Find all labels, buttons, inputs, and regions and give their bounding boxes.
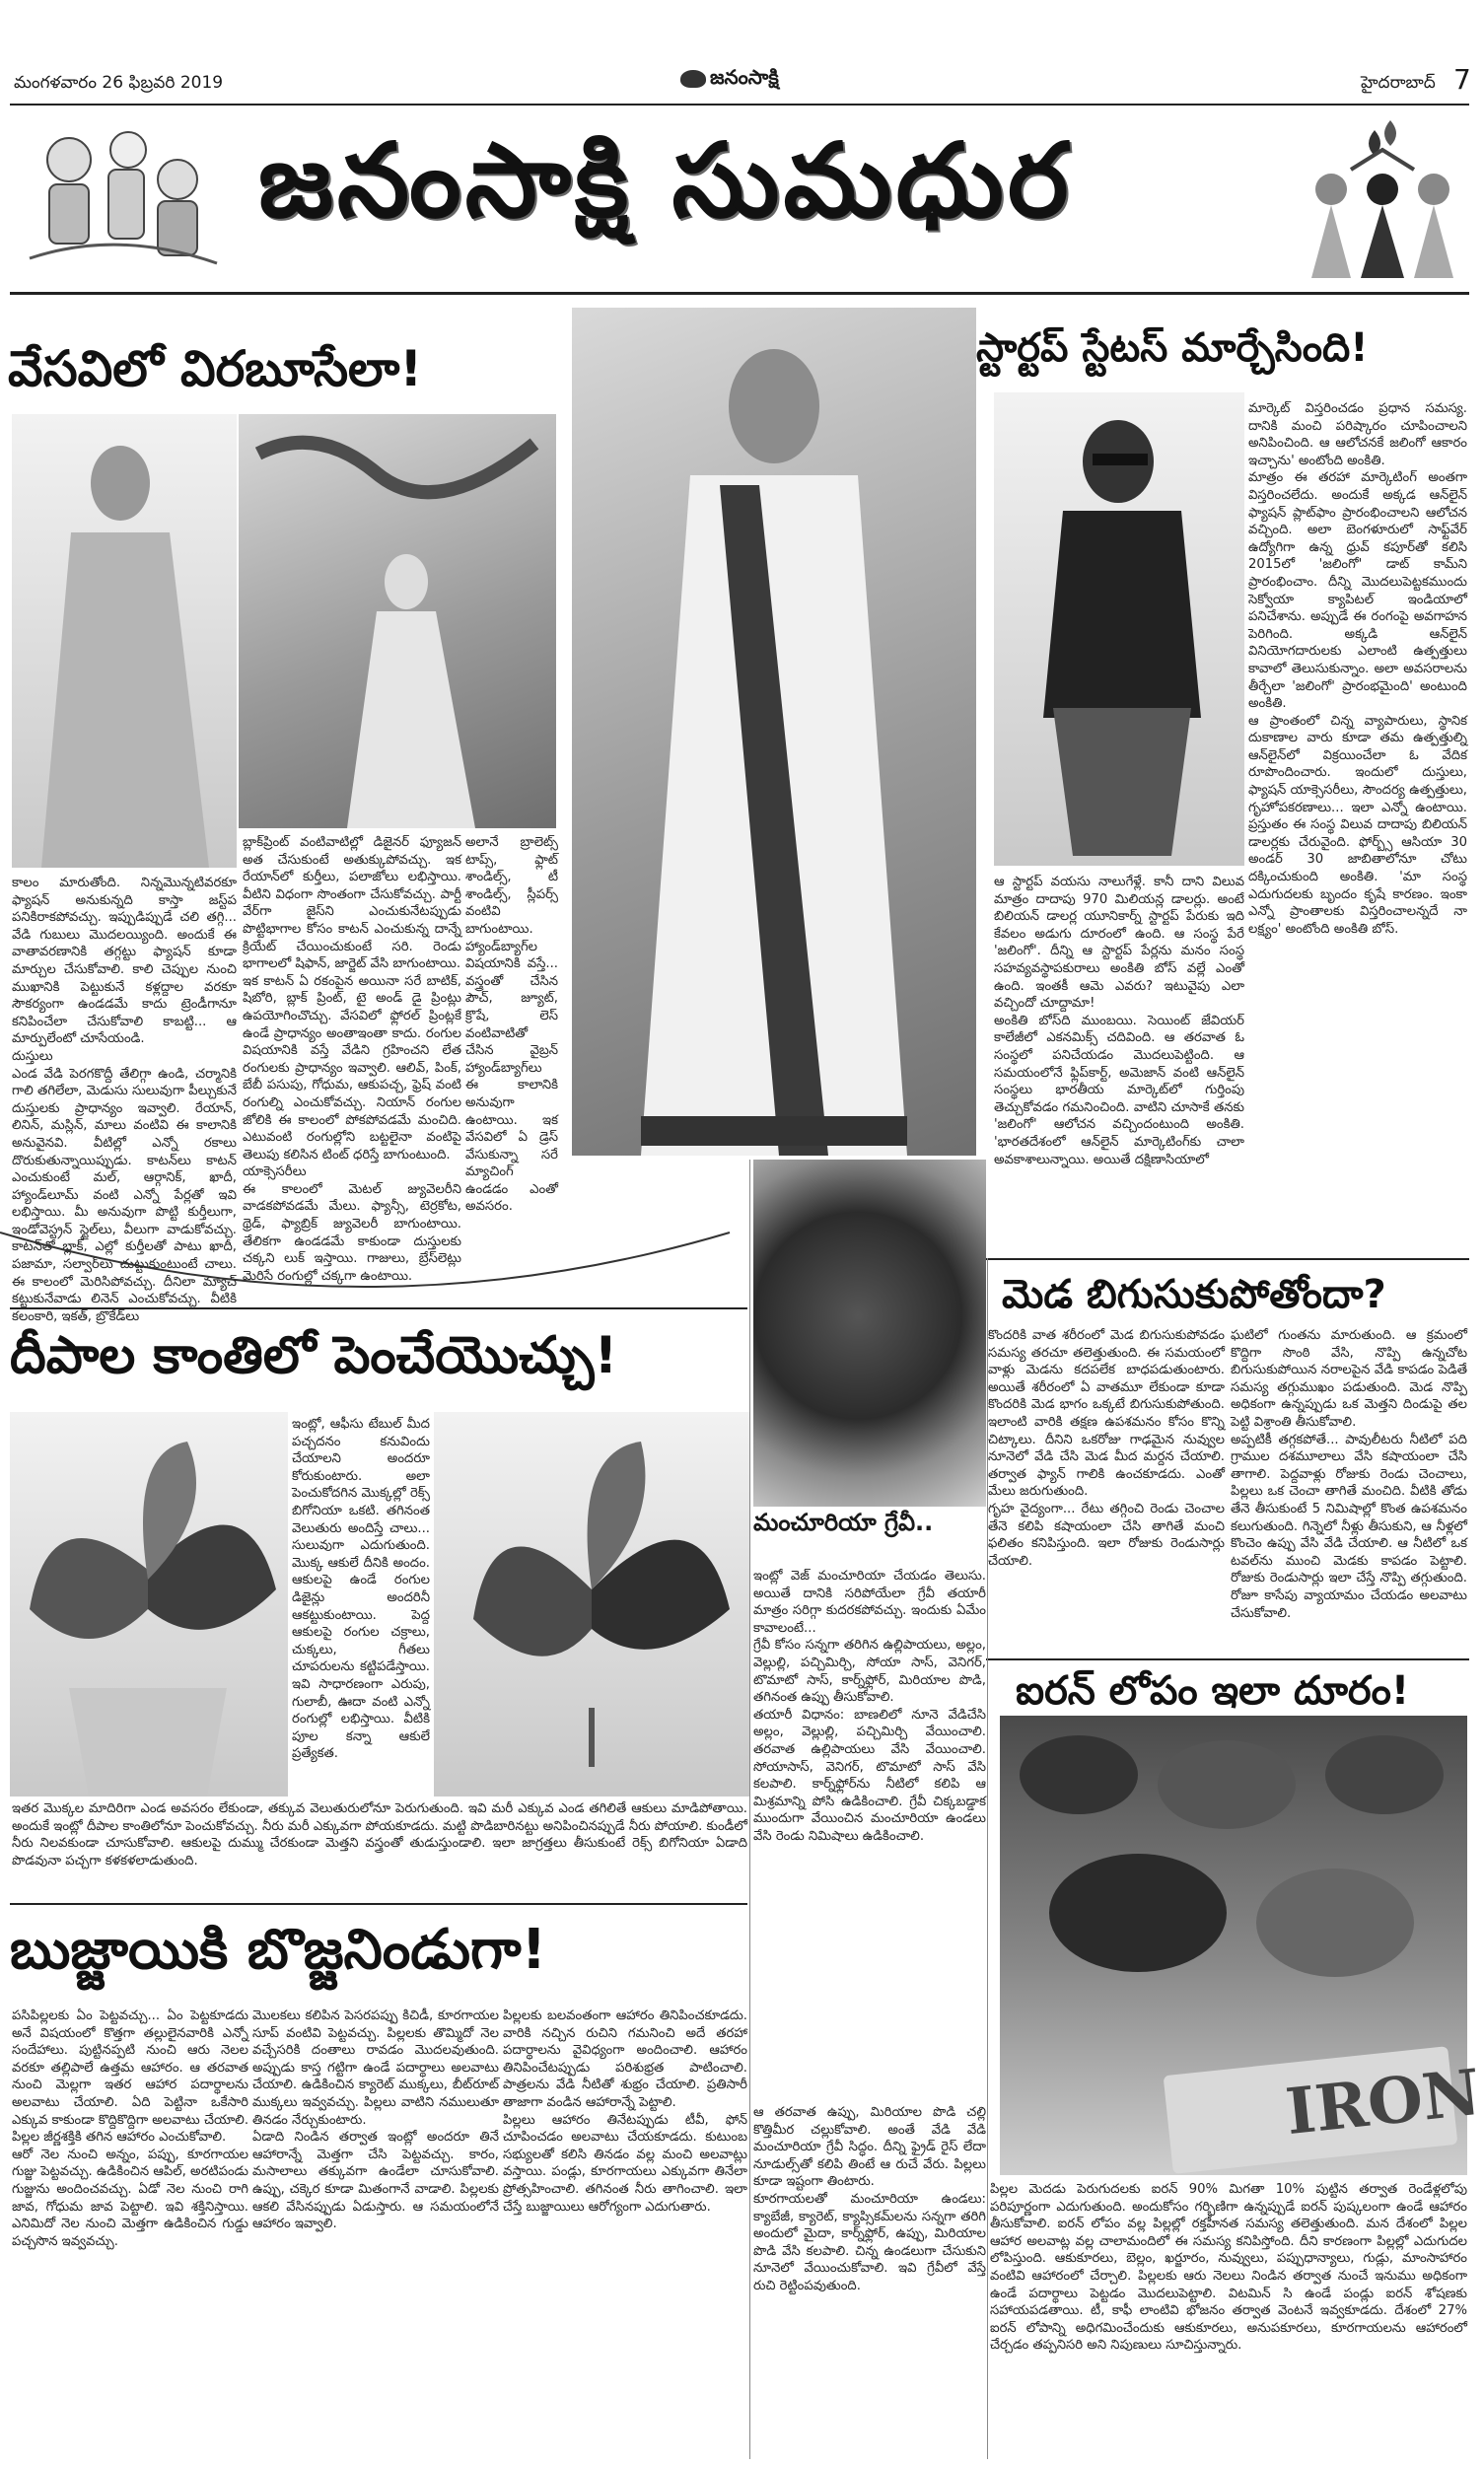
masthead-kids-illustration — [10, 110, 229, 278]
manchurian-photo — [753, 1160, 986, 1507]
baby-headline: బుజ్జాయికి బొజ్జనిండుగా! — [10, 1918, 547, 1982]
neck-col-1: కొందరికి వాత శరీరంలో మెడ బిగుసుకుపోవడం సమస్య తరచూ తలెత్తుతుంది. ఈ సమయంలో వాళ్లు మెడను కదపలేక బాధపడుతుంటారు. అయితే శరీరంలో ఏ వాతమూ లేకుండా కూడా కొందరికి మెడ భాగం ఒక్కటే బిగుసుకుపోతుంది. ఇలాంటి వారికి తక్షణ ఉపశమనం కోసం కొన్ని చిట్కాలు. దీనిని ఒకరోజు గాఢమైన నువ్వుల నూనెలో వేడి చేసి మెడ మీద మర్దన చేయాలి. తర్వాత ఫ్యాన్ గాలికి ఉంచకూడదు. ఎంతో మేలు జరుగుతుంది. గృహ వైద్యంగా... రేటు తగ్గించి రెండు చెంచాల తేనె కలిపి కషాయంలా చేసి తాగితే మంచి ఫలితం కనిపిస్తుంది. ఇలా రోజుకు రెండుసార్లు చేయాలి. — [988, 1328, 1225, 1569]
iron-image-label: IRON — [1282, 2055, 1484, 2150]
startup-headline: స్టార్టప్ స్టేటస్ మార్చేసింది! — [976, 325, 1369, 371]
iron-top-rule — [986, 1658, 1469, 1660]
startup-founder-photo — [994, 392, 1244, 866]
neck-col-2: ఘటిలో గుంతను మారుతుంది. ఆ క్రమంలో కొద్దిగా సొంఠి వేసి, నొప్పి ఉన్నచోట బిగుసుకుపోయిన నరాలపైన వేడి కాపడం పెడితే సమస్య తగ్గుముఖం పడుతుంది. మెడ నొప్పి అధికంగా ఉన్నప్పుడు ఒక మెత్తని దిండుపై తల పెట్టి విశ్రాంతి తీసుకోవాలి. అప్పటికీ తగ్గకపోతే... పావులీటరు నీటిలో పది గ్రాముల దశమూలాలు వేసి కషాయంలా చేసి తాగాలి. పెద్దవాళ్లు రోజుకు రెండు చెంచాలు, పిల్లలు ఒక చెంచా తాగితే మంచిది. వీటికి తోడు తేనె తీసుకుంటే 5 నిమిషాల్లో కొంత ఉపశమనం కలుగుతుంది. గిన్నెలో నీళ్లు తీసుకుని, ఆ నీళ్లలో కొంచెం ఉప్పు వేసి వేడి చేయాలి. ఆ నీటిలో ఒక టవల్‌ను ముంచి మెడకు కాపడం పెట్టాలి. రోజుకు రెండుసార్లు ఇలా చేస్తే నొప్పి తగ్గుతుంది. రోజూ కాసేపు వ్యాయామం చేయడం అలవాటు చేసుకోవాలి. — [1231, 1328, 1467, 1621]
iron-headline: ఐరన్ లోపం ఇలా దూరం! — [1016, 1668, 1410, 1714]
summer-col-1: కాలం మారుతోంది. నిన్నమొన్నటివరకూ ఫ్యాషన్ అనుకున్నది కాస్తా జస్ట్‌ప పనికిరాకపోవచ్చు. ఇప్పుడిప్పుడే చలి తగ్గి... వేడి గుబులు మొదలయ్యింది. అందుకే ఈ వాతావరణానికి తగ్గట్టు ఫ్యాషన్‌ కూడా మార్చుల చేసుకోవాలి. కాలి చెప్పుల నుంచి ముఖానికి పెట్టుకునే కళ్లద్దాల వరకూ సౌకర్యంగా ఉండడమే కాదు ట్రెండీగానూ కనిపించేలా చేసుకోవాలి కాబట్టి... ఆ మార్పులేంటో చూసేయండి. దుస్తులు ఎండ వేడి పెరగకొద్దీ తేలిగ్గా ఉండి, చర్మానికి గాలి తగిలేలా, మెడుసు సులువుగా పీల్చుకునే దుస్తులకు ప్రాధాన్యం ఇవ్వాలి. రేయాన్, లినిన్, మస్లిన్, మాలు వంటివి ఈ కాలానికి అనువైనవి. వీటిల్లో ఎన్నో రకాలు దొరుకుతున్నాయిప్పుడు. కాటన్‌లు కాటన్ ఎంచుకుంటే మల్, ఆర్గానిక్, ఖాదీ, హ్యాండ్‌లూమ్ వంటి ఎన్నో పేర్లతో ఇవి లభిస్తాయి. మీ అనువుగా పొట్టి కుర్తీలుగా, ఇండోవెస్ట్రన్ స్టైల్‌లు, వీలుగా వాడుకోవచ్చు. కాటన్‌తో బ్లాక్, ఎల్లో కుర్తీలతో పాటు ఖాదీ, పజామా, సల్వార్‌లు చుట్టుకుంటుంటే చాలు. ఈ కాలంలో మెరిసిపోవచ్చు. దీనిలా మ్యాచ్ కట్టుకునేవాడు లినెన్ ఎంచుకోవచ్చు. వీటికి కలంకారి, ఇకత్, బ్రొకేడ్‌లు — [12, 876, 237, 1324]
baby-top-rule — [10, 1903, 747, 1905]
iron-foods-photo — [1000, 1716, 1484, 2175]
lamp-headline: దీపాల కాంతిలో పెంచేయొచ్చు! — [10, 1326, 618, 1385]
manchurian-col-3 — [753, 2286, 986, 2459]
baby-col-2: మొలకలు కలిపిన పెసరపప్పు కిచిడీ, కూరగాయల సూప్ వంటివి పెట్టవచ్చు. పిల్లలకు తొమ్మిదో నెల వచ్చేసరికి దంతాలు రావడం మొదలవుతుంది. అప్పుడు కాస్త గట్టిగా ఉండే పదార్థాలు అలవాటు చేయాలి. ఉడికించిన క్యారెట్ ముక్కలు, బీట్‌రూట్ ముక్కలు ఇవ్వవచ్చు. పిల్లలు వాటిని నములుతూ తినడం నేర్చుకుంటారు. ఏడాది నిండిన తర్వాత ఇంట్లో అందరూ తినే ఆహారాన్నే మెత్తగా చేసి పెట్టవచ్చు. కారం, మసాలాలు తక్కువగా ఉండేలా చూసుకోవాలి. ఉప్పు, చక్కెర కూడా మితంగానే వాడాలి. పిల్లలకు ఆకలి వేసినప్పుడు ఏడుస్తారు. ఆ సమయంలోనే ఆహారం ఇవ్వాలి. — [252, 2008, 499, 2232]
summer-col-2: బ్లాక్‌ప్రింట్ వంటివాటిల్లో డిజైనర్ ఫ్యూజన్ అత చేసుకుంటే అతుక్కుపోవచ్చు. ఇక రేయాన్‌లో కుర్తీలు, పలాజోలు లభిస్తాయి. వీటిని విధంగా సొంతంగా చేసుకోవచ్చు. పార్టీ వేర్‌గా జైస్‌ని ఎంచుకునేటప్పుడు పొట్టిభాగాల కోసం కాటన్ ఎంచుకున్న దాన్నే క్రియేట్ చేయించుకుంటే సరి. రెండు భాగాలలో షిఫాన్, జార్జెట్ వేసి బాగుంటాయి. ఇక కాటన్ ఏ రకంపైన అయినా సరే బాటిక్, షిబోరి, బ్లాక్ ప్రింట్, టై అండ్ డై ప్రింట్లు ఉపయోగించొచ్చు. వేసవిలో ఫ్లోరల్ ప్రింట్లకే ఉండే ప్రాధాన్యం అంతాఇంతా కాదు. రంగుల విషయానికి వస్తే వేడిని గ్రహించని లేత రంగులకు ప్రాధాన్యం ఇవ్వాలి. ఆలివ్, పింక్, బేబీ పసుపు, గోధుమ, ఆకుపచ్చ, ఫ్రెష్ వంటి రంగుల్ని ఎంచుకోవచ్చు. నియాన్ రంగుల జోలికి ఈ కాలంలో పోకపోవడమే మంచిది. ఎటువంటి రంగుల్లోని బట్టలైనా వంటిపై తెలుపు కలిసిన టింట్ ధరిస్తే బాగుంటుంది. యాక్సెసరీలు ఈ కాలంలో మెటల్ జ్యువెలరీని వాడకపోవడమే మేలు. ఫ్యాన్సీ, టెర్రకోట, థ్రెడ్, ఫ్యాబ్రిక్ జ్యువెలరీ బాగుంటాయి. తేలికగా ఉండడమే కాకుండా దుస్తులకు చక్కని లుక్ ఇస్తాయి. గాజులు, బ్రేస్‌లెట్లు మెరిసే రంగుల్లో చక్కగా ఉంటాయి. — [243, 835, 461, 1284]
summer-curve-border — [0, 1223, 730, 1331]
page-number: 7 — [1453, 63, 1471, 96]
manchurian-caption: మంచూరియా గ్రేవీ.. — [753, 1509, 934, 1536]
summer-headline: వేసవిలో విరబూసేలా! — [8, 340, 423, 397]
lamp-top-rule — [10, 1307, 747, 1309]
begonia-photo-2 — [434, 1412, 749, 1797]
city-label: హైదరాబాద్ — [1361, 73, 1436, 93]
startup-col-2: మార్కెట్ విస్తరించడం ప్రధాన సమస్య. దానికి మంచి పరిష్కారం చూపించాలని అనిపించింది. ఆ ఆలోచనకే జలింగో ఆకారం ఇచ్చాను' అంటోంది అంకితి. మాత్రం ఈ తరహా మార్కెటింగ్ అంతగా విస్తరించలేదు. అందుకే అక్కడ ఆన్‌లైన్ ఫ్యాషన్ ప్లాట్‌ఫాం ప్రారంభించాలని ఆలోచన వచ్చింది. అలా బెంగళూరులో సాఫ్ట్‌వేర్ ఉద్యోగిగా ఉన్న ధ్రువ్ కపూర్‌తో కలిసి 2015లో 'జలింగో' డాట్ కామ్‌ని ప్రారంభించాం. దీన్ని మొదలుపెట్టకముందు సెక్వోయా క్యాపిటల్ ఇండియాలో పనిచేశాను. అప్పుడే ఈ రంగంపై అవగాహన పెరిగింది. అక్కడి ఆన్‌లైన్ వినియోగదారులకు ఎలాంటి ఉత్పత్తులు కావాలో తెలుసుకున్నాం. అలా అవసరాలను తీర్చేలా 'జలింగో' ప్రారంభమైంది' అంటుంది అంకితి. ఆ ప్రాంతంలో చిన్న వ్యాపారులు, స్థానిక దుకాణాల వారు కూడా తమ ఉత్పత్తుల్ని ఆన్‌లైన్‌లో విక్రయించేలా ఓ వేదిక రూపొందించారు. ఇందులో దుస్తులు, ఫ్యాషన్ యాక్సెసరీలు, సౌందర్య ఉత్పత్తులు, గృహోపకరణాలు... ఇలా ఎన్నో ఉంటాయి. ప్రస్తుతం ఈ సంస్థ విలువ దాదాపు బిలియన్ డాలర్లకు చేరువైంది. ఫోర్బ్స్ ఆసియా 30 అండర్ 30 జాబితాలోనూ చోటు దక్కించుకుంది అంకితి. 'మా సంస్థ ఎదుగుదలకు బృందం కృషే కారణం. ఇంకా ఎన్నో ప్రాంతాలకు విస్తరించాలన్నదే నా లక్ష్యం' అంటోంది అంకితి బోస్. — [1248, 401, 1467, 937]
header-rule — [10, 104, 1469, 106]
paper-logo — [680, 63, 779, 95]
masthead-lamp-illustration — [1292, 110, 1469, 288]
saree-model-photo — [572, 308, 976, 1156]
manchurian-col-1: ఇంట్లో వెజ్ మంచూరియా చేయడం తెలుసు. అయితే దానికి సరిపోయేలా గ్రేవీ తయారీ మాత్రం సరిగ్గా కుదరకపోవచ్చు. ఇందుకు ఏమేం కావాలంటే... గ్రేవీ కోసం సన్నగా తరిగిన ఉల్లిపాయలు, అల్లం, వెల్లుల్లి, పచ్చిమిర్చి, సోయా సాస్, వెనిగర్, టొమాటో సాస్, కార్న్‌ఫ్లోర్, మిరియాల పొడి, తగినంత ఉప్పు తీసుకోవాలి. తయారీ విధానం: బాణలిలో నూనె వేడిచేసి అల్లం, వెల్లుల్లి, పచ్చిమిర్చి వేయించాలి. తరవాత ఉల్లిపాయలు వేసి వేయించాలి. సోయాసాస్, వెనిగర్, టొమాటో సాస్ వేసి కలపాలి. కార్న్‌ఫ్లోర్‌ను నీటిలో కలిపి ఆ మిశ్రమాన్ని పోసి ఉడికించాలి. గ్రేవీ చిక్కబడ్డాక ముందుగా వేయించిన మంచూరియా ఉండలు వేసి రెండు నిమిషాలు ఉడికించాలి. — [753, 1569, 986, 1844]
issue-date: మంగళవారం 26 ఫిబ్రవరి 2019 — [14, 73, 224, 93]
iron-body: పిల్లల మెదడు పెరుగుదలకు ఐరన్ 90% మిగతా 10% పుట్టిన తర్వాత రెండేళ్లలోపు పరిపూర్ణంగా ఎదుగుతుంది. అందుకోసం గర్భిణిగా ఉన్నప్పుడే ఐరన్ పుష్కలంగా ఉండే ఆహారం తీసుకోవాలి. ఐరన్ లోపం వల్ల పిల్లల్లో రక్తహీనత సమస్య తలెత్తుతుంది. మన దేశంలో పిల్లల ఆహార అలవాట్ల వల్ల చాలామందిలో ఈ సమస్య కనిపిస్తోంది. దీని కారణంగా పిల్లల్లో ఎదుగుదల లోపిస్తుంది. ఆకుకూరలు, బెల్లం, ఖర్జూరం, నువ్వులు, పప్పుధాన్యాలు, గుడ్లు, మాంసాహారం వంటివి ఆహారంలో చేర్చాలి. పిల్లలకు ఆరు నెలలు నిండిన తర్వాత నుంచే ఇనుము అధికంగా ఉండే పదార్థాలు పెట్టడం మొదలుపెట్టాలి. విటమిన్ సి ఉండే పండ్లు ఐరన్ శోషణకు సహాయపడతాయి. టీ, కాఫీ లాంటివి భోజనం తర్వాత వెంటనే ఇవ్వకూడదు. దేశంలో 27% ఐరన్ లోపాన్ని అధిగమించేందుకు ఆకుకూరలు, అనుపకూరలు, కూరగాయలను ఆహారంలో చేర్చడం తప్పనిసరి అని నిపుణులు సూచిస్తున్నారు. — [990, 2182, 1467, 2354]
startup-col-1: ఆ స్టార్టప్ వయసు నాలుగేళ్లే. కానీ దాని విలువ మాత్రం దాదాపు 970 మిలియన్ల డాలర్లు. అంటే బిలియన్ డాలర్ల యూనికార్న్ స్టార్టప్ పేరుకు ఇది కేవలం అడుగు దూరంలో ఉంది. ఆ సంస్థ పేరే 'జలింగో'. దీన్ని ఆ స్టార్టప్‌ పేర్లను మనం సంస్థ సహవ్యవస్థాపకురాలు అంకితి బోస్ వల్లే ఎంతో ఉంది. ఇంతకీ ఆమె ఎవరు? ఇటువైపు ఎలా వచ్చిందో చూద్దామా! అంకితి బోస్‌ది ముంబయి. సెయింట్ జేవియర్ కాలేజీలో ఎకనమిక్స్ చదివింది. ఆ తరవాత ఓ సంస్థలో పనిచేయడం మొదలుపెట్టింది. ఆ సమయంలోనే ఫ్లిప్‌కార్ట్, అమెజాన్ వంటి ఆన్‌లైన్ సంస్థలు భారతీయ మార్కెట్‌లో గుర్తింపు తెచ్చుకోవడం గమనించింది. వాటిని చూసాకే తనకు 'జలింగో' ఆలోచన వచ్చిందంటుంది అంకితి. 'భారతదేశంలో ఆన్‌లైన్ మార్కెటింగ్‌కు చాలా అవకాశాలున్నాయి. అయితే దక్షిణాసియాలో — [994, 875, 1244, 1167]
lamp-bottom-text: ఇతర మొక్కల మాదిరిగా ఎండ అవసరం లేకుండా, తక్కువ వెలుతురులోనూ పెరుగుతుంది. ఇవి మరీ ఎక్కువ ఎండ తగిలితే ఆకులు మాడిపోతాయి. అందుకే ఇంట్లో దీపాల కాంతిలోనూ పెంచుకోవచ్చు. నీరు మరీ ఎక్కువగా పోయకూడదు. మట్టి పొడిబారినట్టు అనిపించినప్పుడే నీరు పోయాలి. కుండీలో నీరు నిలవకుండా చూసుకోవాలి. ఆకులపై దుమ్ము చేరకుండా మెత్తని వస్త్రంతో తుడుస్తుండాలి. ఇలా జాగ్రత్తలు తీసుకుంటే రెక్స్ బిగోనియా ఏడాది పొడవునా పచ్చగా కళకళలాడుతుంది. — [12, 1801, 747, 1868]
column-divider-left — [749, 1160, 750, 2459]
baby-col-3: పిల్లలకు బలవంతంగా ఆహారం తినిపించకూడదు. వారికి నచ్చిన రుచిని గమనించి అదే తరహా పదార్థాలను వైవిధ్యంగా అందించాలి. ఆహారం తినిపించేటప్పుడు పరిశుభ్రత పాటించాలి. పాత్రలను వేడి నీటితో శుభ్రం చేయాలి. ప్రతిసారీ తాజాగా వండిన ఆహారాన్నే పెట్టాలి. పిల్లలు ఆహారం తినేటప్పుడు టీవీ, ఫోన్ చూపించడం అలవాటు చేయకూడదు. కుటుంబ సభ్యులతో కలిసి తినడం వల్ల మంచి అలవాట్లు వస్తాయి. పండ్లు, కూరగాయలు ఎక్కువగా తినేలా ప్రోత్సహించాలి. తగినంత నీరు తాగించాలి. ఇలా చేస్తే బుజ్జాయిలు ఆరోగ్యంగా ఎదుగుతారు. — [503, 2008, 747, 2215]
summer-model-photo-2 — [239, 414, 556, 828]
masthead-rule — [10, 292, 1469, 295]
lamp-col-1: ఇంట్లో, ఆఫీసు టేబుల్ మీద పచ్చదనం కనువిందు చేయాలని అందరూ కోరుకుంటారు. అలా పెంచుకోదగిన మొక్కల్లో రెక్స్ బిగోనియా ఒకటి. తగినంత వెలుతురు అందిస్తే చాలు... సులువుగా ఎదుగుతుంది. మొక్క ఆకులే దీనికి అందం. ఆకులపై ఉండే రంగుల డిజైన్లు అందరినీ ఆకట్టుకుంటాయి. పెద్ద ఆకులపై రంగుల చక్రాలు, చుక్కలు, గీతలు చూపరులను కట్టిపడేస్తాయి. ఇవి సాధారణంగా ఎరుపు, గులాబీ, ఊదా వంటి ఎన్నో రంగుల్లో లభిస్తాయి. వీటికి పూల కన్నా ఆకులే ప్రత్యేకత. — [292, 1417, 430, 1762]
neck-top-rule — [986, 1258, 1469, 1260]
masthead-title: జనంసాక్షి సుమధుర — [258, 120, 1073, 241]
manchurian-col-2: ఆ తరవాత ఉప్పు, మిరియాల పొడి చల్లి కొత్తిమీర చల్లుకోవాలి. అంతే వేడి వేడి మంచూరియా గ్రేవీ సిద్ధం. దీన్ని ఫ్రైడ్ రైస్ లేదా నూడుల్స్‌తో కలిపి తింటే ఆ రుచే వేరు. పిల్లలు కూడా ఇష్టంగా తింటారు. కూరగాయలతో మంచూరియా ఉండలు: క్యాబేజీ, క్యారెట్, క్యాప్సికమ్‌లను సన్నగా తరిగి అందులో మైదా, కార్న్‌ఫ్లోర్, ఉప్పు, మిరియాల పొడి వేసి కలపాలి. చిన్న ఉండలుగా చేసుకుని నూనెలో వేయించుకోవాలి. ఇవి గ్రేవీలో వేస్తే రుచి రెట్టింపవుతుంది. — [753, 2105, 986, 2293]
neck-headline: మెడ బిగుసుకుపోతోందా? — [1002, 1272, 1386, 1317]
begonia-photo-1 — [10, 1412, 288, 1797]
paper-logo-text: జనంసాక్షి — [710, 64, 779, 89]
logo-mark-icon — [680, 70, 706, 88]
summer-model-photo-1 — [12, 414, 237, 868]
baby-col-1: పసిపిల్లలకు ఏం పెట్టవచ్చు... ఏం పెట్టకూడదు అనే విషయంలో కొత్తగా తల్లులైనవారికి ఎన్నో సందేహాలు. పుట్టినప్పటి నుంచి ఆరు నెలల వరకూ తల్లిపాలే ఉత్తమ ఆహారం. ఆ తరవాత నుంచి మెల్లగా ఇతర ఆహార పదార్థాలను అలవాటు చేయాలి. ఏది పెట్టినా ఒకేసారి ఎక్కువ కాకుండా కొద్దికొద్దిగా అలవాటు చేయాలి. పిల్లల జీర్ణశక్తికి తగిన ఆహారం ఎంచుకోవాలి. ఆరో నెల నుంచి అన్నం, పప్పు, కూరగాయల గుజ్జు పెట్టవచ్చు. ఉడికించిన ఆపిల్, అరటిపండు గుజ్జును అందించవచ్చు. ఏడో నెల నుంచి రాగి జావ, గోధుమ జావ పెట్టాలి. ఇవి శక్తినిస్తాయి. ఎనిమిదో నెల నుంచి మెత్తగా ఉడికించిన గుడ్డు పచ్చసొన ఇవ్వవచ్చు. — [12, 2008, 249, 2249]
summer-col-3: అలానే బ్రాలెట్స్ టాప్స్, ఫ్లాట్ శాండిల్స్, టీ శాండిల్స్, స్లీపర్స్ వంటివి బాగుంటాయి. హ్యాండ్‌బ్యాగ్‌ల విషయానికి వస్తే... వస్త్రంతో చేసిన పౌచ్, జ్యూట్, క్రొషే, లెస్ వంటివాటితో చేసిన వైబ్రన్ హ్యాండ్‌బ్యాగ్‌లు ఈ కాలానికి అనువుగా ఉంటాయి. ఇక వేసవిలో ఏ డ్రెస్ వేసుకున్నా సరే మ్యాచింగ్ ఉండడం ఎంతో అవసరం. — [465, 835, 558, 1215]
column-divider-right — [987, 1258, 988, 2459]
